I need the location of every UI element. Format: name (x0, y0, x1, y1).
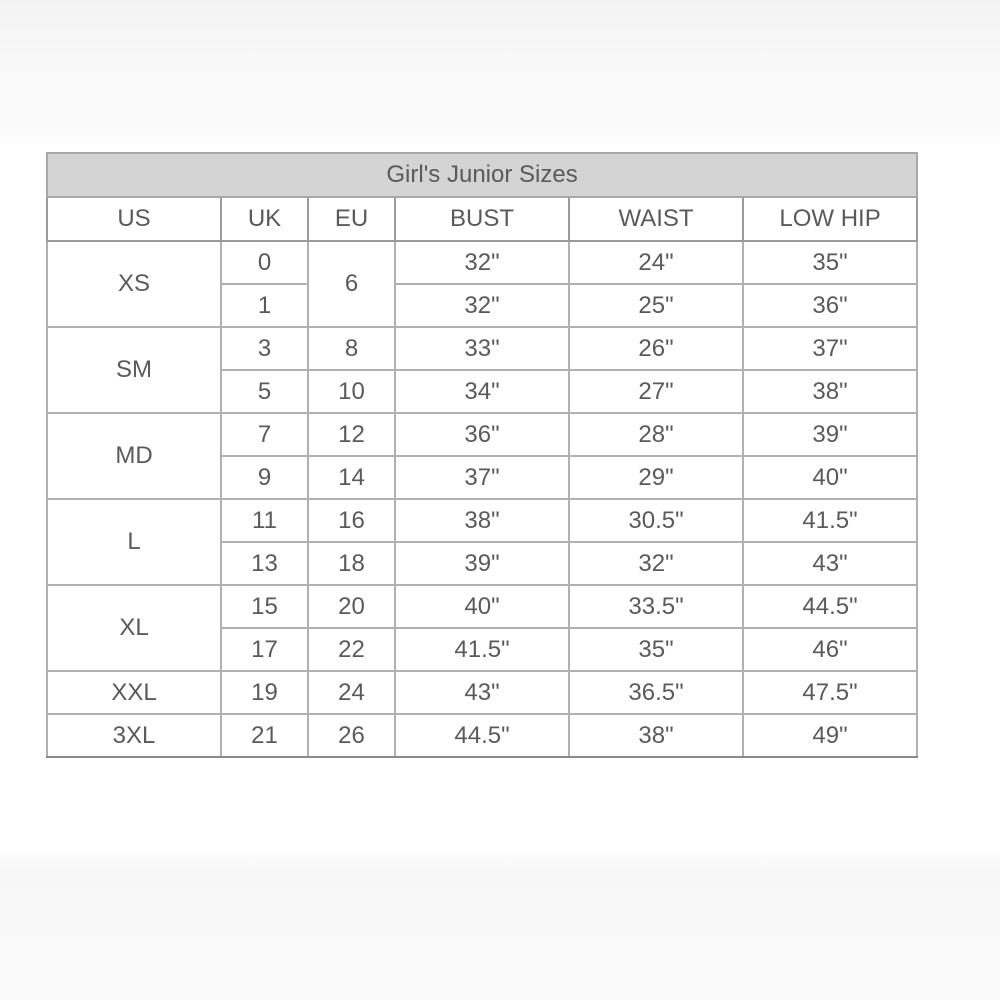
waist-cell: 33.5" (569, 585, 743, 628)
uk-size-cell: 13 (221, 542, 308, 585)
uk-size-cell: 21 (221, 714, 308, 757)
eu-size-cell: 8 (308, 327, 395, 370)
eu-size-cell: 10 (308, 370, 395, 413)
uk-size-cell: 9 (221, 456, 308, 499)
waist-cell: 32" (569, 542, 743, 585)
low-hip-cell: 41.5" (743, 499, 917, 542)
bust-cell: 39" (395, 542, 569, 585)
table-row (47, 585, 917, 628)
header-low-hip: LOW HIP (743, 197, 917, 241)
waist-cell: 36.5" (569, 671, 743, 714)
bust-cell: 38" (395, 499, 569, 542)
bust-cell: 41.5" (395, 628, 569, 671)
eu-size-cell: 12 (308, 413, 395, 456)
table-row (47, 413, 917, 456)
title-row (47, 153, 917, 197)
waist-cell: 28" (569, 413, 743, 456)
us-size-cell: 3XL (47, 714, 221, 757)
header-bust: BUST (395, 197, 569, 241)
eu-size-cell: 16 (308, 499, 395, 542)
bust-cell: 37" (395, 456, 569, 499)
table-row (47, 241, 917, 284)
low-hip-cell: 37" (743, 327, 917, 370)
table-row (47, 499, 917, 542)
uk-size-cell: 5 (221, 370, 308, 413)
header-eu: EU (308, 197, 395, 241)
table-row (47, 327, 917, 370)
waist-cell: 38" (569, 714, 743, 757)
waist-cell: 25" (569, 284, 743, 327)
uk-size-cell: 7 (221, 413, 308, 456)
low-hip-cell: 38" (743, 370, 917, 413)
table-row (47, 671, 917, 714)
us-size-cell: SM (47, 327, 221, 413)
uk-size-cell: 0 (221, 241, 308, 284)
uk-size-cell: 17 (221, 628, 308, 671)
size-chart-body (47, 241, 917, 757)
bust-cell: 43" (395, 671, 569, 714)
header-uk: UK (221, 197, 308, 241)
header-us: US (47, 197, 221, 241)
low-hip-cell: 43" (743, 542, 917, 585)
bust-cell: 33" (395, 327, 569, 370)
eu-size-cell: 22 (308, 628, 395, 671)
low-hip-cell: 36" (743, 284, 917, 327)
uk-size-cell: 15 (221, 585, 308, 628)
table-title: Girl's Junior Sizes (47, 153, 917, 197)
waist-cell: 26" (569, 327, 743, 370)
us-size-cell: L (47, 499, 221, 585)
eu-size-cell: 6 (308, 241, 395, 327)
low-hip-cell: 35" (743, 241, 917, 284)
bust-cell: 32" (395, 284, 569, 327)
waist-cell: 35" (569, 628, 743, 671)
uk-size-cell: 1 (221, 284, 308, 327)
bust-cell: 32" (395, 241, 569, 284)
eu-size-cell: 20 (308, 585, 395, 628)
low-hip-cell: 40" (743, 456, 917, 499)
eu-size-cell: 26 (308, 714, 395, 757)
waist-cell: 24" (569, 241, 743, 284)
waist-cell: 27" (569, 370, 743, 413)
bust-cell: 36" (395, 413, 569, 456)
header-row (47, 197, 917, 241)
bust-cell: 34" (395, 370, 569, 413)
table-row (47, 714, 917, 757)
us-size-cell: XL (47, 585, 221, 671)
low-hip-cell: 46" (743, 628, 917, 671)
us-size-cell: XS (47, 241, 221, 327)
eu-size-cell: 18 (308, 542, 395, 585)
us-size-cell: MD (47, 413, 221, 499)
uk-size-cell: 11 (221, 499, 308, 542)
bust-cell: 44.5" (395, 714, 569, 757)
bust-cell: 40" (395, 585, 569, 628)
low-hip-cell: 49" (743, 714, 917, 757)
low-hip-cell: 44.5" (743, 585, 917, 628)
uk-size-cell: 3 (221, 327, 308, 370)
size-chart-table (46, 152, 918, 758)
low-hip-cell: 39" (743, 413, 917, 456)
low-hip-cell: 47.5" (743, 671, 917, 714)
waist-cell: 30.5" (569, 499, 743, 542)
header-waist: WAIST (569, 197, 743, 241)
eu-size-cell: 14 (308, 456, 395, 499)
eu-size-cell: 24 (308, 671, 395, 714)
uk-size-cell: 19 (221, 671, 308, 714)
us-size-cell: XXL (47, 671, 221, 714)
waist-cell: 29" (569, 456, 743, 499)
